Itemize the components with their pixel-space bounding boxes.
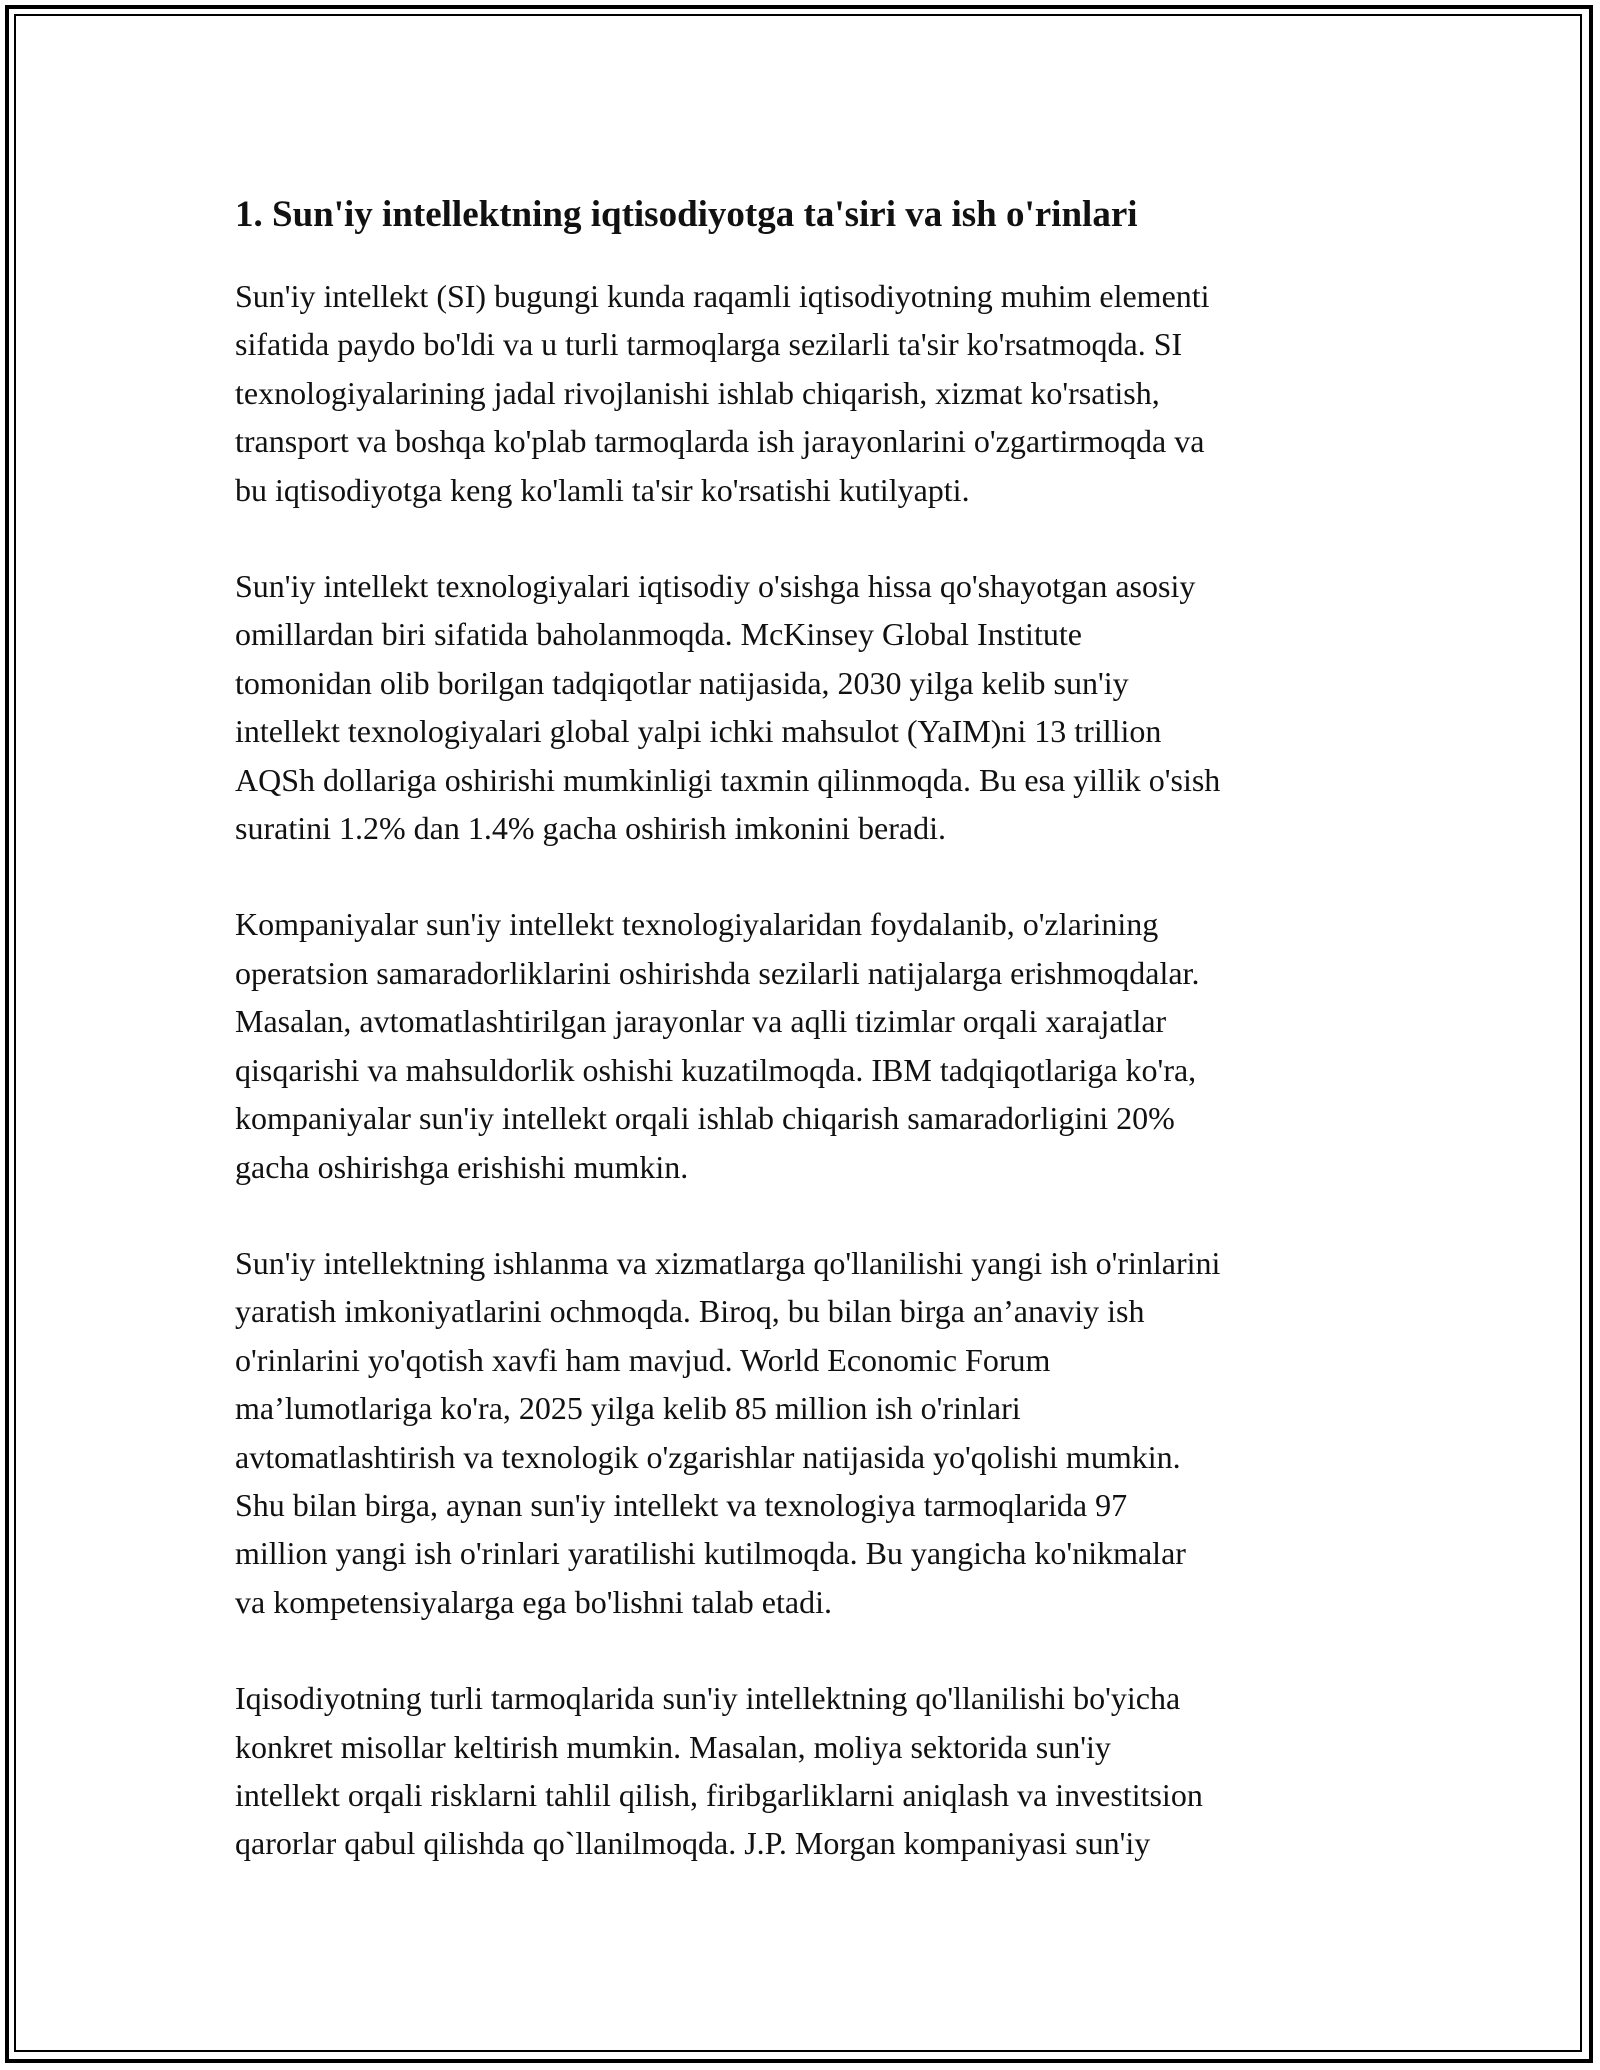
text-line: million yangi ish o'rinlari yaratilishi kutilmoqda. Bu yangicha ko'nikmalar [235, 1535, 1186, 1572]
text-line: omillardan biri sifatida baholanmoqda. McKinsey Global Institute [235, 616, 1082, 653]
text-line: sifatida paydo bo'ldi va u turli tarmoqlarga sezilarli ta'sir ko'rsatmoqda. SI [235, 326, 1183, 363]
text-line: gacha oshirishga erishishi mumkin. [235, 1148, 689, 1185]
paragraph-3 [235, 900, 1395, 1190]
text-line: operatsion samaradorliklarini oshirishda sezilarli natijalarga erishmoqdalar. [235, 954, 1200, 991]
text-line: Shu bilan birga, aynan sun'iy intellekt va texnologiya tarmoqlarida 97 [235, 1486, 1128, 1523]
text-line: kompaniyalar sun'iy intellekt orqali ishlab chiqarish samaradorligini 20% [235, 1100, 1175, 1137]
text-line: transport va boshqa ko'plab tarmoqlarda ish jarayonlarini o'zgartirmoqda va [235, 423, 1205, 460]
document-body [235, 180, 1395, 1916]
text-line: qarorlar qabul qilishda qo`llanilmoqda. J.P. Morgan kompaniyasi sun'iy [235, 1825, 1151, 1862]
section-heading: 1. Sun'iy intellektning iqtisodiyotga ta'siri va ish o'rinlari [235, 194, 1138, 235]
text-line: Iqisodiyotning turli tarmoqlarida sun'iy intellektning qo'llanilishi bo'yicha [235, 1680, 1181, 1717]
text-line: suratini 1.2% dan 1.4% gacha oshirish imkonini beradi. [235, 810, 946, 847]
text-line: tomonidan olib borilgan tadqiqotlar natijasida, 2030 yilga kelib sun'iy [235, 664, 1129, 701]
paragraph-4 [235, 1239, 1395, 1626]
text-line: konkret misollar keltirish mumkin. Masalan, moliya sektorida sun'iy [235, 1728, 1111, 1765]
text-line: Kompaniyalar sun'iy intellekt texnologiyalaridan foydalanib, o'zlarining [235, 906, 1159, 943]
text-line: texnologiyalarining jadal rivojlanishi ishlab chiqarish, xizmat ko'rsatish, [235, 374, 1160, 411]
text-line: bu iqtisodiyotga keng ko'lamli ta'sir ko'rsatishi kutilyapti. [235, 471, 970, 508]
text-line: ma’lumotlariga ko'ra, 2025 yilga kelib 85 million ish o'rinlari [235, 1390, 1021, 1427]
text-line: avtomatlashtirish va texnologik o'zgarishlar natijasida yo'qolishi mumkin. [235, 1438, 1181, 1475]
paragraph-1 [235, 272, 1395, 514]
text-line: intellekt orqali risklarni tahlil qilish, firibgarliklarni aniqlash va investitsion [235, 1776, 1203, 1813]
text-line: Sun'iy intellekt (SI) bugungi kunda raqamli iqtisodiyotning muhim elementi [235, 278, 1210, 314]
text-line: qisqarishi va mahsuldorlik oshishi kuzatilmoqda. IBM tadqiqotlariga ko'ra, [235, 1051, 1197, 1088]
text-line: intellekt texnologiyalari global yalpi ichki mahsulot (YaIM)ni 13 trillion [235, 713, 1162, 750]
text-line: Sun'iy intellekt texnologiyalari iqtisodiy o'sishga hissa qo'shayotgan asosiy [235, 568, 1196, 605]
text-line: o'rinlarini yo'qotish xavfi ham mavjud. World Economic Forum [235, 1341, 1051, 1378]
text-line: yaratish imkoniyatlarini ochmoqda. Biroq, bu bilan birga an’anaviy ish [235, 1293, 1145, 1330]
paragraph-5 [235, 1674, 1395, 1868]
text-line: va kompetensiyalarga ega bo'lishni talab etadi. [235, 1583, 832, 1620]
paragraph-2 [235, 562, 1395, 852]
text-line: Masalan, avtomatlashtirilgan jarayonlar va aqlli tizimlar orqali xarajatlar [235, 1003, 1167, 1040]
text-line: AQSh dollariga oshirishi mumkinligi taxmin qilinmoqda. Bu esa yillik o'sish [235, 761, 1221, 798]
text-line: Sun'iy intellektning ishlanma va xizmatlarga qo'llanilishi yangi ish o'rinlarini [235, 1244, 1221, 1281]
